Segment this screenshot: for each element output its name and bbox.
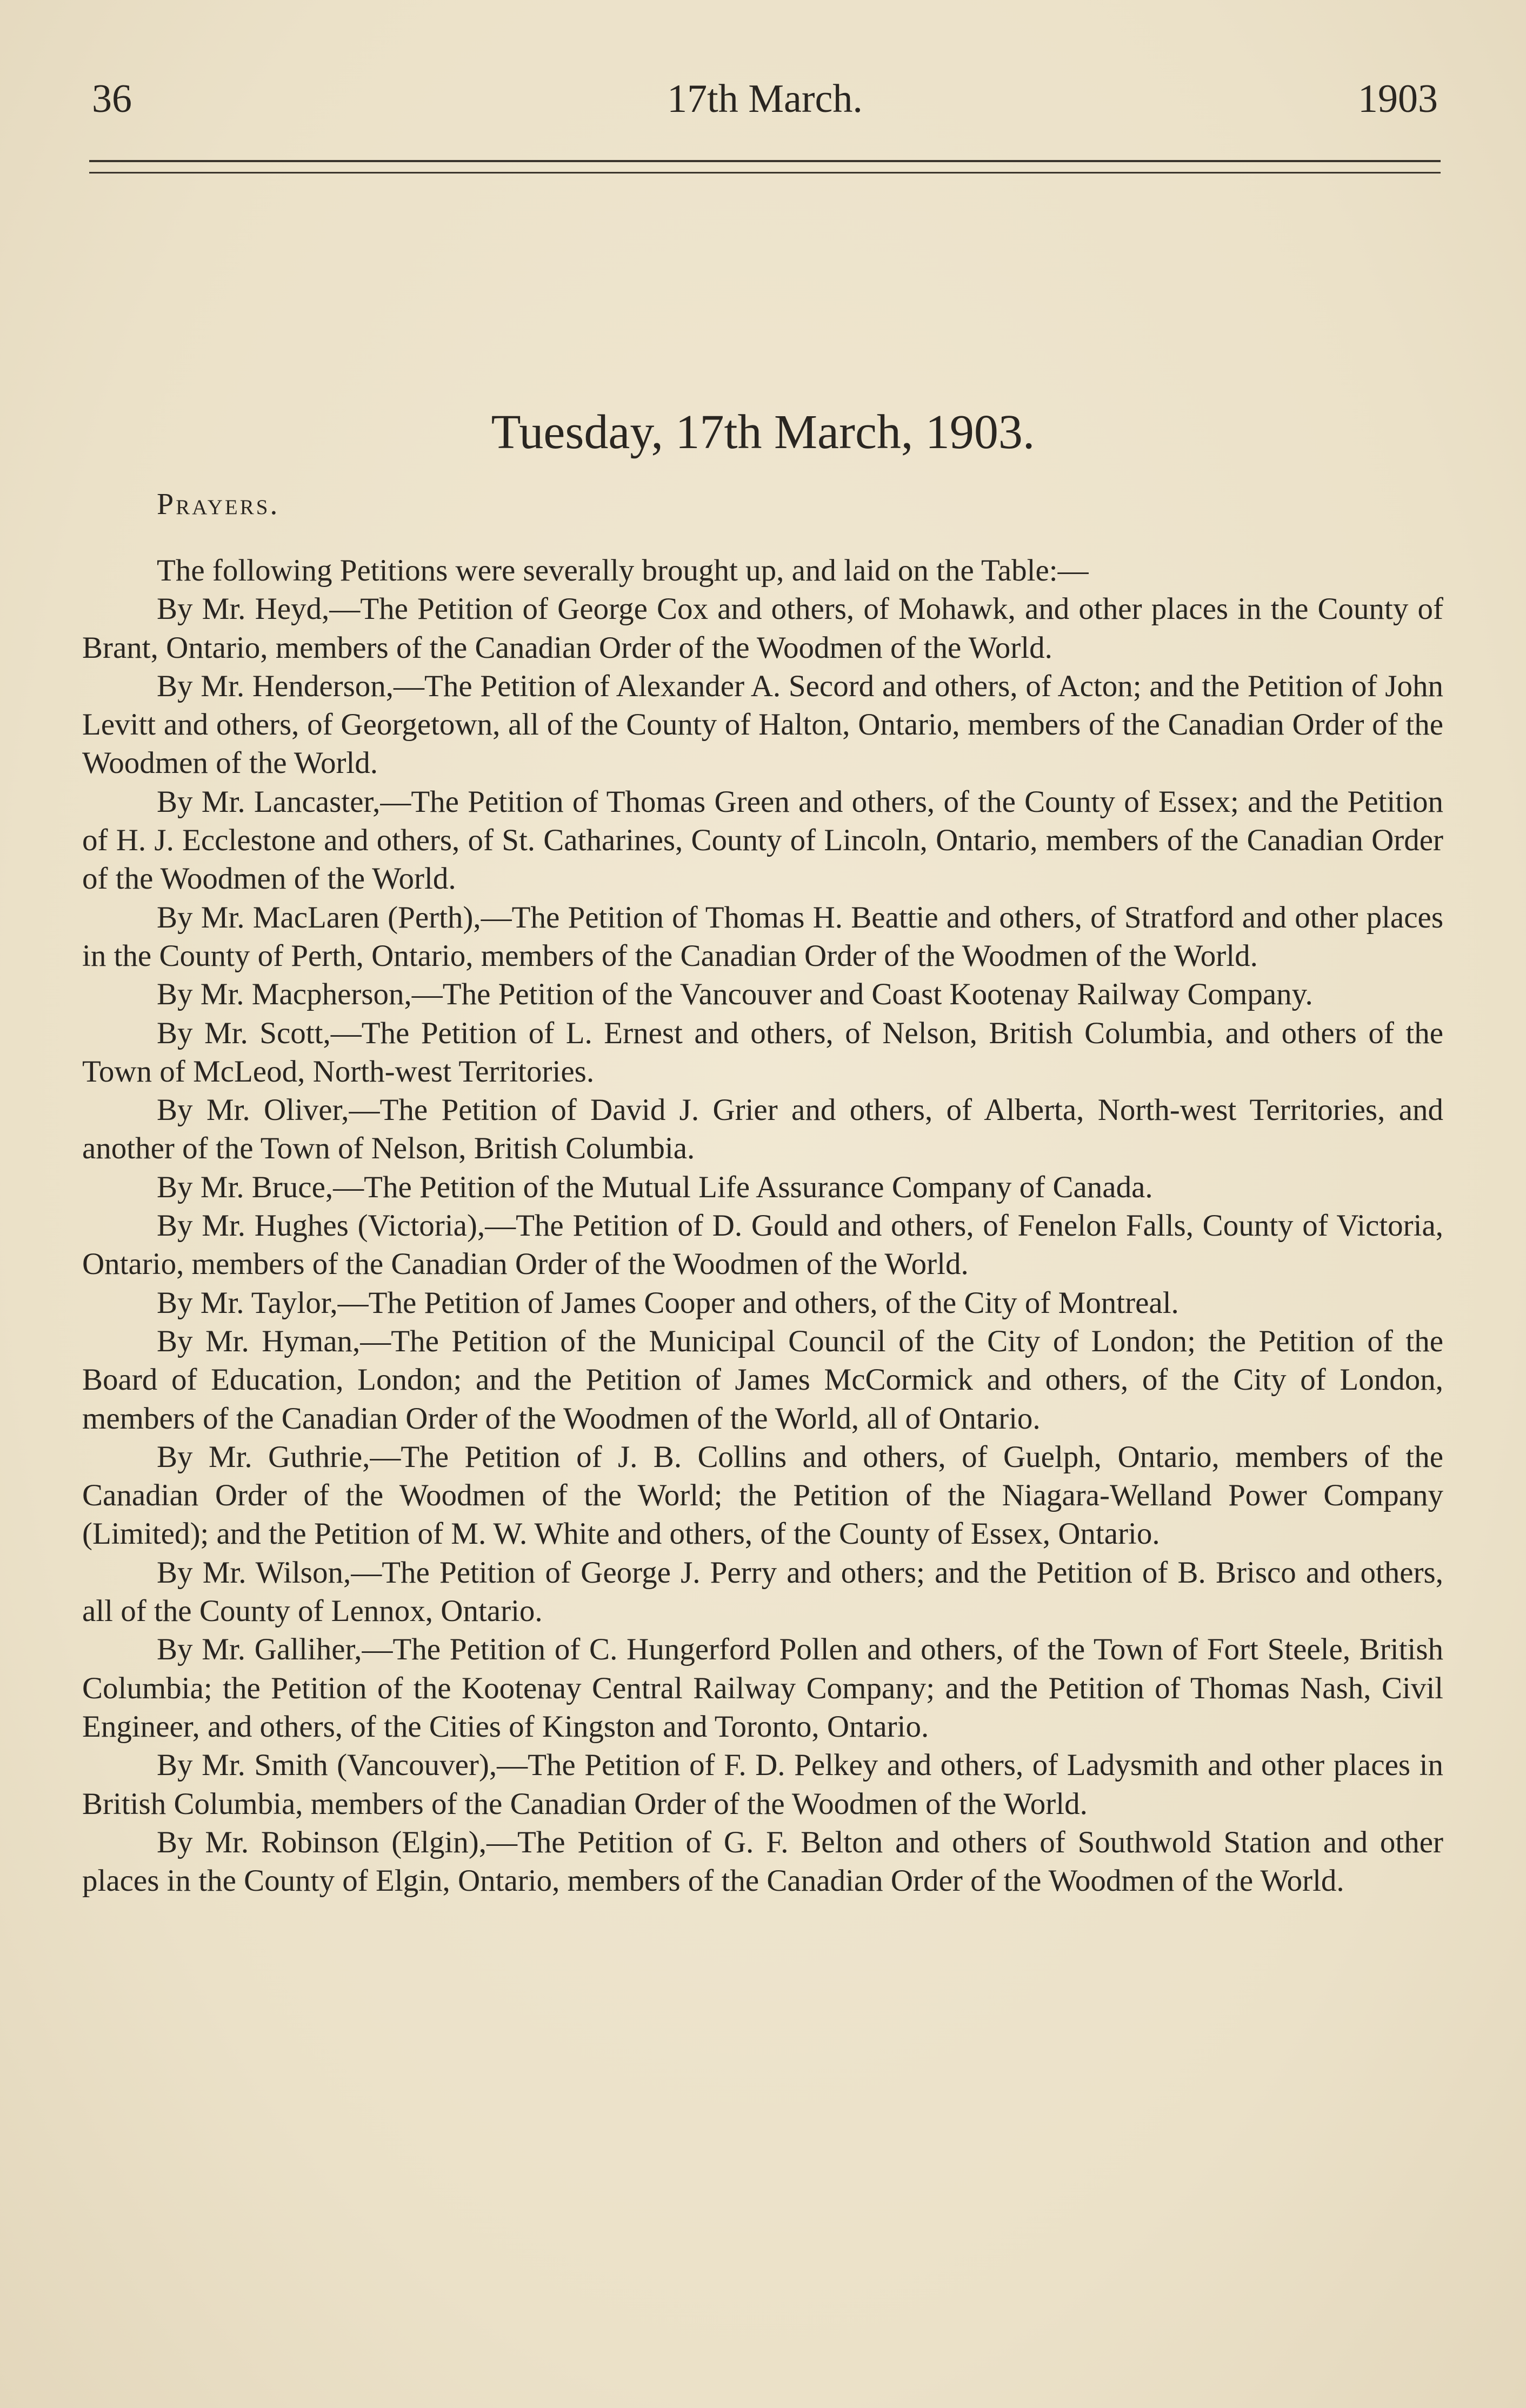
intro-paragraph: The following Petitions were severally brought up, and laid on the Table:— [157,553,1089,588]
petition-paragraph: By Mr. Bruce,—The Petition of the Mutual Life Assurance Company of Canada. [157,1170,1153,1204]
petition-paragraph: By Mr. Robinson (Elgin),—The Petition of G. F. Belton and others of Southwold Station and other places in the County of Elgin, Ontario, members of the Canadian Order of the Woodmen of the World. [82,1825,1443,1898]
petition-paragraph: By Mr. Galliher,—The Petition of C. Hungerford Pollen and others, of the Town of Fort Steele, British Columbia; the Petition of the Kootenay Central Railway Company; and the Petition of Thomas Nash, Civil Engineer, and others, of the Cities of Kingston and Toronto, Ontario. [82,1632,1443,1744]
petition-paragraph: By Mr. Henderson,—The Petition of Alexander A. Secord and others, of Acton; and the Petition of John Levitt and others, of Georgetown, all of the County of Halton, Ontario, members of the Canadian Order of the Woodmen of the World. [82,669,1443,781]
page-header [92,75,1438,123]
petitions-body [82,551,1443,1900]
prayers-heading: Prayers. [157,488,280,521]
header-date: 17th March. [667,77,863,121]
page-number: 36 [92,77,132,121]
petition-paragraph: By Mr. MacLaren (Perth),—The Petition of Thomas H. Beattie and others, of Stratford and other places in the County of Perth, Ontario, members of the Canadian Order of the Woodmen of the World. [82,900,1443,973]
petition-paragraph: By Mr. Wilson,—The Petition of George J. Perry and others; and the Petition of B. Brisco and others, all of the County of Lennox, Ontario. [82,1555,1443,1629]
petition-paragraph: By Mr. Scott,—The Petition of L. Ernest and others, of Nelson, British Columbia, and others of the Town of McLeod, North-west Territories. [82,1016,1443,1089]
petition-paragraph: By Mr. Hyman,—The Petition of the Municipal Council of the City of London; the Petition of the Board of Education, London; and the Petition of James McCormick and others, of the City of London, members of the Canadian Order of the Woodmen of the World, all of Ontario. [82,1324,1443,1436]
petition-paragraph: By Mr. Lancaster,—The Petition of Thomas Green and others, of the County of Essex; and the Petition of H. J. Ecclestone and others, of St. Catharines, County of Lincoln, Ontario, members of the Canadian Order of the Woodmen of the World. [82,784,1443,896]
sitting-date-heading: Tuesday, 17th March, 1903. [491,405,1035,459]
header-year: 1903 [1358,77,1438,121]
petition-paragraph: By Mr. Taylor,—The Petition of James Cooper and others, of the City of Montreal. [157,1285,1179,1320]
petition-paragraph: By Mr. Macpherson,—The Petition of the Vancouver and Coast Kootenay Railway Company. [157,977,1313,1012]
petition-paragraph: By Mr. Heyd,—The Petition of George Cox and others, of Mohawk, and other places in the County of Brant, Ontario, members of the Canadian Order of the Woodmen of the World. [82,592,1443,665]
petition-paragraph: By Mr. Hughes (Victoria),—The Petition of D. Gould and others, of Fenelon Falls, County of Victoria, Ontario, members of the Canadian Order of the Woodmen of the World. [82,1209,1443,1282]
header-rule-bottom [89,172,1441,174]
header-rule-top [89,160,1441,162]
petition-paragraph: By Mr. Smith (Vancouver),—The Petition of F. D. Pelkey and others, of Ladysmith and other places in British Columbia, members of the Canadian Order of the Woodmen of the World. [82,1748,1443,1821]
petition-paragraph: By Mr. Oliver,—The Petition of David J. Grier and others, of Alberta, North-west Territories, and another of the Town of Nelson, British Columbia. [82,1093,1443,1166]
petition-paragraph: By Mr. Guthrie,—The Petition of J. B. Collins and others, of Guelph, Ontario, members of the Canadian Order of the Woodmen of the World; the Petition of the Niagara-Welland Power Company (Limited); and the Petition of M. W. White and others, of the County of Essex, Ontario. [82,1439,1443,1551]
